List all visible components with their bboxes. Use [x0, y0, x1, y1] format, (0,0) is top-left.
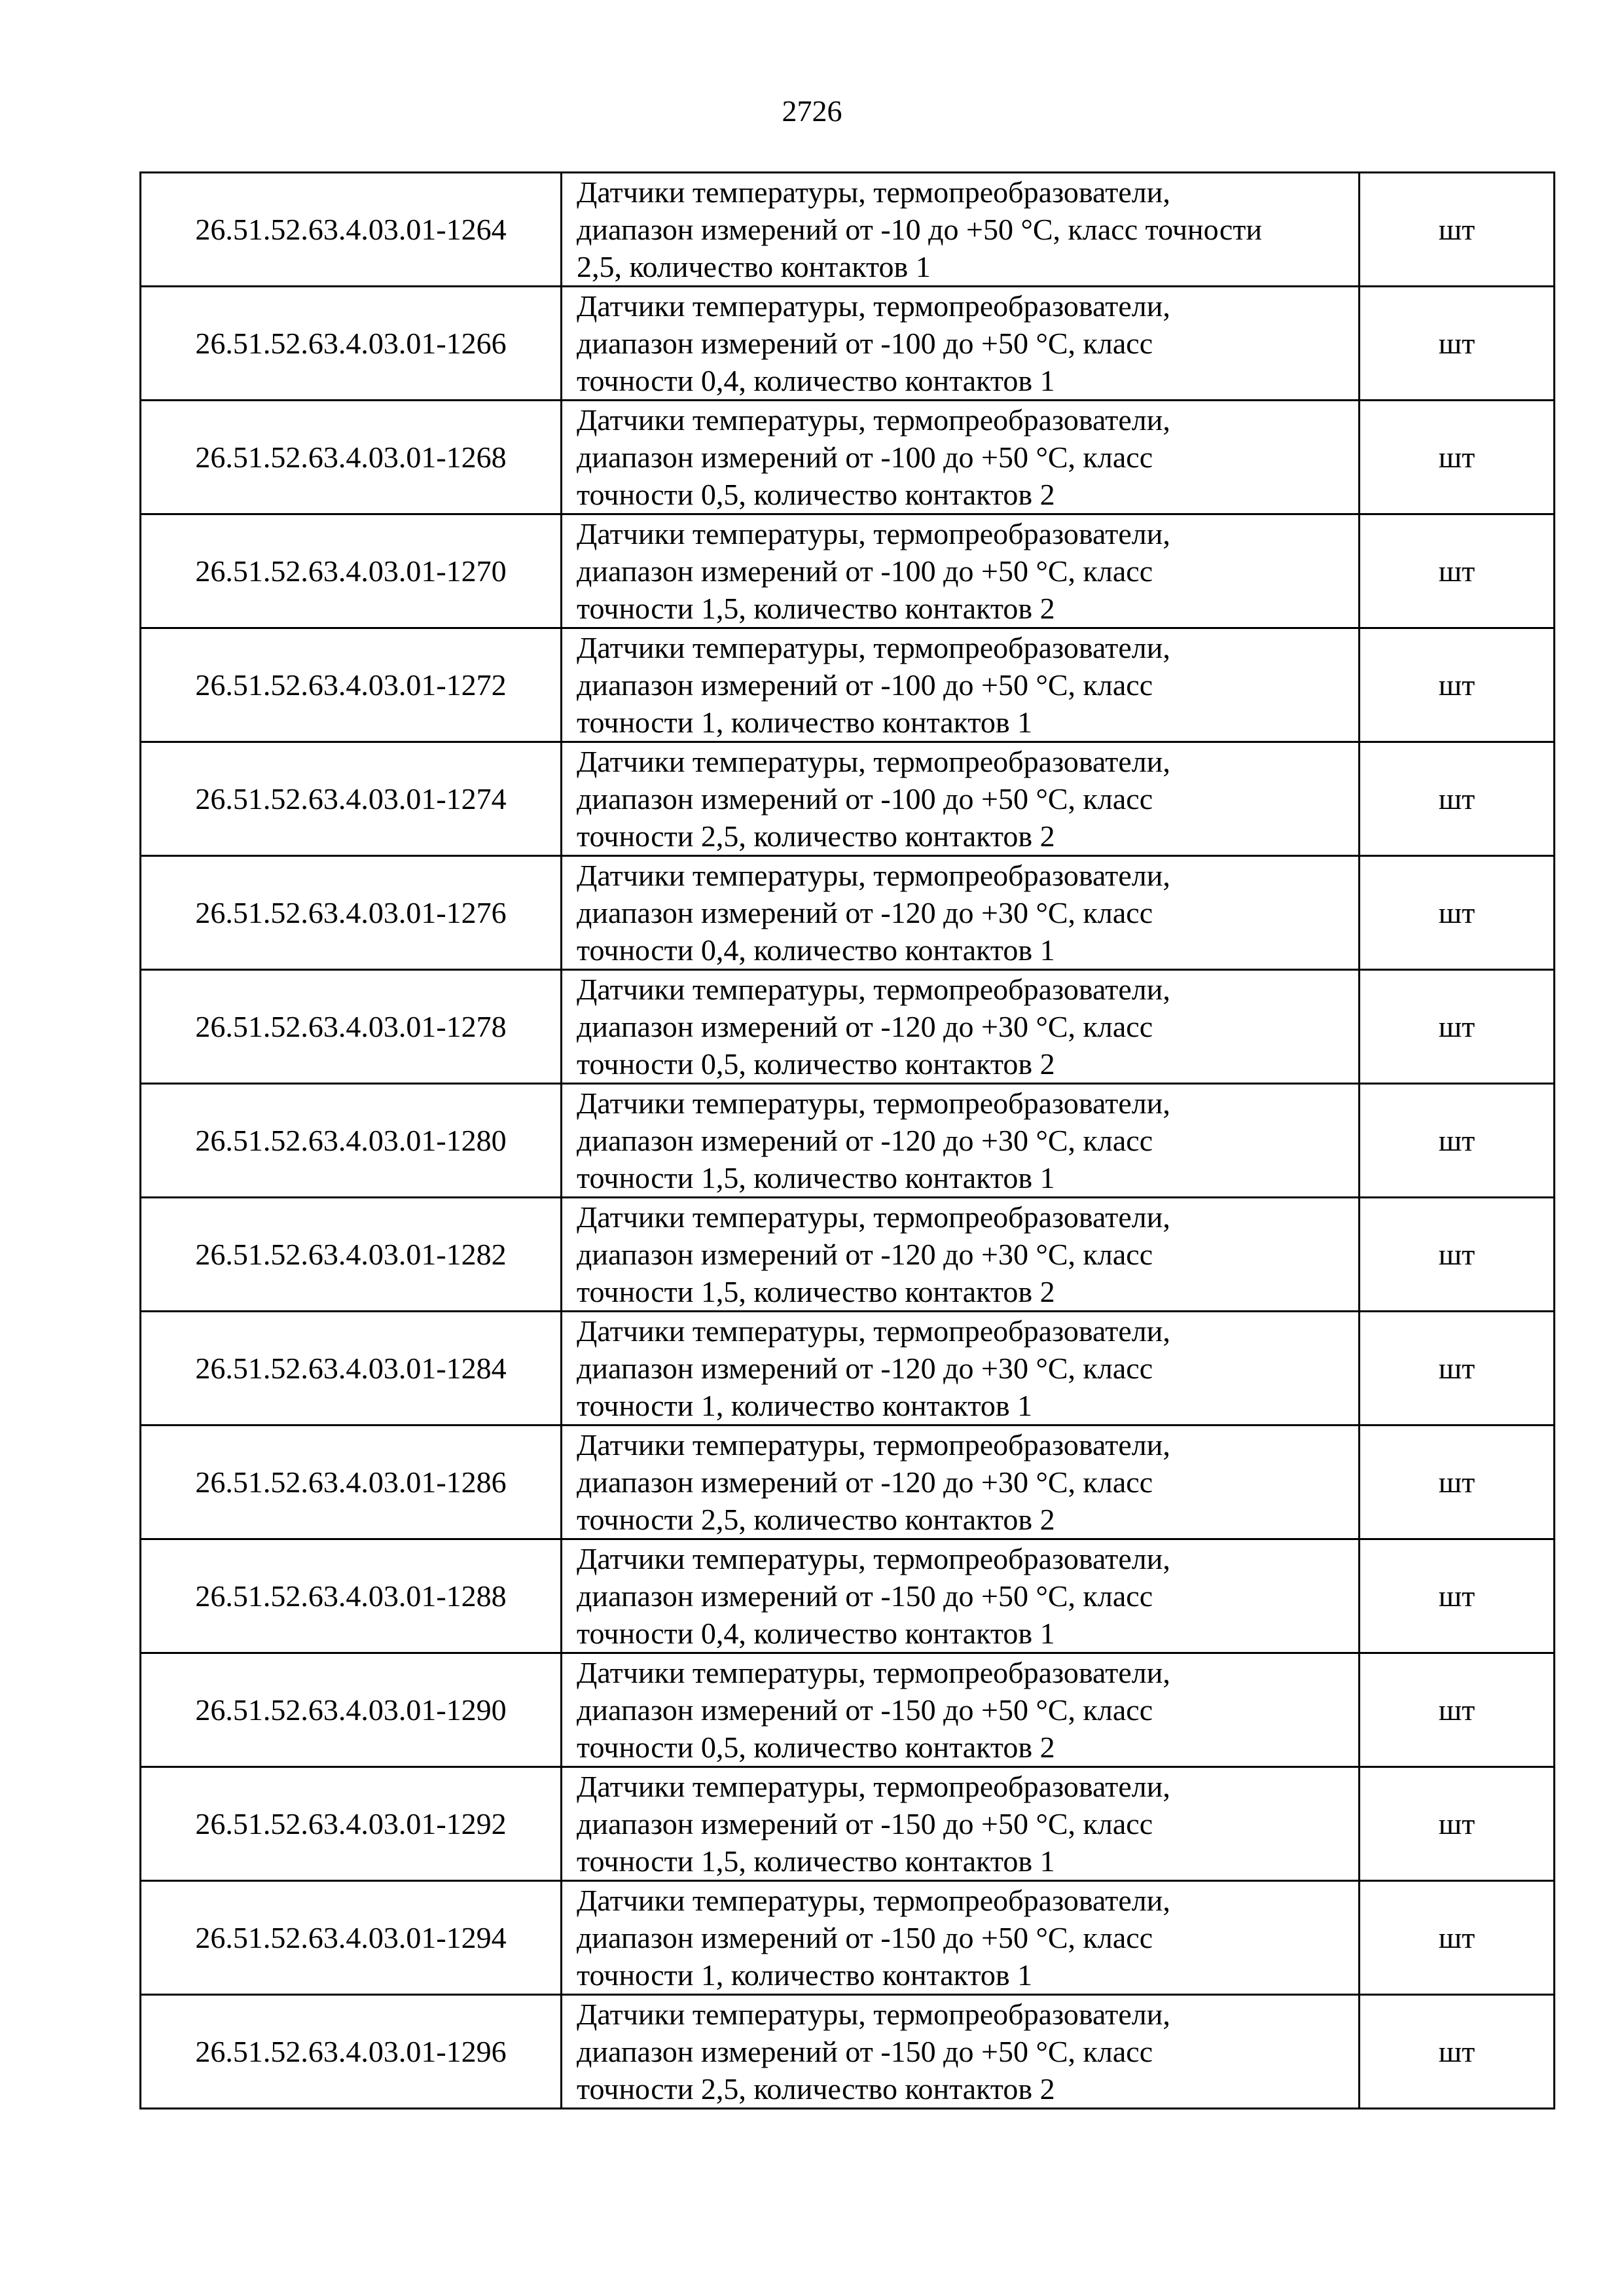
description-line: Датчики температуры, термопреобразователи, — [577, 403, 1170, 437]
item-code-cell: 26.51.52.63.4.03.01-1282 — [141, 1198, 562, 1312]
description-line: точности 2,5, количество контактов 2 — [577, 819, 1055, 853]
table-row — [141, 1881, 1555, 1995]
description-line: диапазон измерений от -150 до +50 °C, класс — [577, 1807, 1153, 1840]
table-row — [141, 287, 1555, 401]
description-line: точности 1, количество контактов 1 — [577, 1958, 1033, 1992]
description-line: диапазон измерений от -100 до +50 °C, класс — [577, 668, 1153, 702]
item-description-cell — [562, 1426, 1360, 1539]
description-line: Датчики температуры, термопреобразователи, — [577, 973, 1170, 1006]
item-unit-cell: шт — [1360, 1653, 1555, 1767]
description-line: диапазон измерений от -150 до +50 °C, класс — [577, 2035, 1153, 2068]
description-line: точности 0,4, количество контактов 1 — [577, 364, 1055, 397]
item-description-cell — [562, 514, 1360, 628]
description-line: диапазон измерений от -120 до +30 °C, класс — [577, 1465, 1153, 1499]
description-line: диапазон измерений от -120 до +30 °C, класс — [577, 896, 1153, 929]
item-code-cell: 26.51.52.63.4.03.01-1280 — [141, 1084, 562, 1198]
table-row — [141, 628, 1555, 742]
item-unit-cell: шт — [1360, 1995, 1555, 2109]
description-line: Датчики температуры, термопреобразователи, — [577, 1998, 1170, 2031]
item-unit-cell: шт — [1360, 856, 1555, 970]
description-line: Датчики температуры, термопреобразователи, — [577, 175, 1170, 209]
description-line: диапазон измерений от -100 до +50 °C, класс — [577, 782, 1153, 816]
description-line: точности 2,5, количество контактов 2 — [577, 2072, 1055, 2106]
table-row — [141, 1539, 1555, 1653]
item-description-cell — [562, 742, 1360, 856]
description-line: Датчики температуры, термопреобразователи, — [577, 517, 1170, 550]
item-description-cell — [562, 628, 1360, 742]
description-line: Датчики температуры, термопреобразователи, — [577, 1656, 1170, 1689]
item-code-cell: 26.51.52.63.4.03.01-1270 — [141, 514, 562, 628]
item-unit-cell: шт — [1360, 628, 1555, 742]
page-number: 2726 — [782, 94, 842, 128]
description-line: точности 0,5, количество контактов 2 — [577, 1047, 1055, 1081]
description-line: точности 1,5, количество контактов 2 — [577, 1275, 1055, 1308]
description-line: точности 1, количество контактов 1 — [577, 1389, 1033, 1422]
item-unit-cell: шт — [1360, 1426, 1555, 1539]
item-unit-cell: шт — [1360, 1767, 1555, 1881]
table-row — [141, 1312, 1555, 1426]
table-body — [141, 173, 1555, 2109]
description-line: диапазон измерений от -120 до +30 °C, класс — [577, 1010, 1153, 1043]
item-code-cell: 26.51.52.63.4.03.01-1278 — [141, 970, 562, 1084]
item-description-cell — [562, 1198, 1360, 1312]
table-row — [141, 1653, 1555, 1767]
description-line: Датчики температуры, термопреобразователи, — [577, 631, 1170, 664]
description-line: точности 1, количество контактов 1 — [577, 706, 1033, 739]
item-unit-cell: шт — [1360, 514, 1555, 628]
item-unit-cell: шт — [1360, 970, 1555, 1084]
item-description-cell — [562, 1881, 1360, 1995]
item-code-cell: 26.51.52.63.4.03.01-1272 — [141, 628, 562, 742]
item-description-cell — [562, 1539, 1360, 1653]
description-line: диапазон измерений от -100 до +50 °C, класс — [577, 440, 1153, 474]
item-description-cell — [562, 1995, 1360, 2109]
description-line: диапазон измерений от -120 до +30 °C, класс — [577, 1352, 1153, 1385]
description-line: точности 0,5, количество контактов 2 — [577, 478, 1055, 511]
item-unit-cell: шт — [1360, 287, 1555, 401]
items-table — [139, 171, 1555, 2109]
item-description-cell — [562, 401, 1360, 514]
description-line: диапазон измерений от -120 до +30 °C, класс — [577, 1238, 1153, 1271]
item-code-cell: 26.51.52.63.4.03.01-1292 — [141, 1767, 562, 1881]
item-code-cell: 26.51.52.63.4.03.01-1288 — [141, 1539, 562, 1653]
item-description-cell — [562, 1767, 1360, 1881]
table-row — [141, 514, 1555, 628]
item-description-cell — [562, 287, 1360, 401]
description-line: Датчики температуры, термопреобразователи, — [577, 859, 1170, 892]
description-line: диапазон измерений от -100 до +50 °C, класс — [577, 327, 1153, 360]
table-row — [141, 173, 1555, 287]
description-line: диапазон измерений от -150 до +50 °C, класс — [577, 1693, 1153, 1727]
table-row — [141, 742, 1555, 856]
description-line: диапазон измерений от -100 до +50 °C, класс — [577, 554, 1153, 588]
item-unit-cell: шт — [1360, 1198, 1555, 1312]
table-row — [141, 856, 1555, 970]
description-line: диапазон измерений от -150 до +50 °C, класс — [577, 1921, 1153, 1954]
item-code-cell: 26.51.52.63.4.03.01-1266 — [141, 287, 562, 401]
description-line: Датчики температуры, термопреобразователи, — [577, 745, 1170, 778]
item-unit-cell: шт — [1360, 1084, 1555, 1198]
description-line: точности 2,5, количество контактов 2 — [577, 1503, 1055, 1536]
description-line: точности 0,5, количество контактов 2 — [577, 1731, 1055, 1764]
description-line: диапазон измерений от -10 до +50 °C, класс точности — [577, 213, 1262, 246]
item-code-cell: 26.51.52.63.4.03.01-1268 — [141, 401, 562, 514]
table-row — [141, 1084, 1555, 1198]
item-code-cell: 26.51.52.63.4.03.01-1286 — [141, 1426, 562, 1539]
item-description-cell — [562, 1084, 1360, 1198]
description-line: точности 1,5, количество контактов 1 — [577, 1161, 1055, 1194]
description-line: точности 0,4, количество контактов 1 — [577, 933, 1055, 967]
item-code-cell: 26.51.52.63.4.03.01-1294 — [141, 1881, 562, 1995]
description-line: Датчики температуры, термопреобразователи, — [577, 1542, 1170, 1575]
table-row — [141, 970, 1555, 1084]
description-line: 2,5, количество контактов 1 — [577, 250, 931, 283]
table-row — [141, 1426, 1555, 1539]
item-unit-cell: шт — [1360, 401, 1555, 514]
description-line: Датчики температуры, термопреобразователи, — [577, 1314, 1170, 1348]
item-unit-cell: шт — [1360, 1881, 1555, 1995]
description-line: Датчики температуры, термопреобразователи, — [577, 1086, 1170, 1120]
item-unit-cell: шт — [1360, 173, 1555, 287]
description-line: Датчики температуры, термопреобразователи, — [577, 1770, 1170, 1803]
item-code-cell: 26.51.52.63.4.03.01-1296 — [141, 1995, 562, 2109]
item-code-cell: 26.51.52.63.4.03.01-1274 — [141, 742, 562, 856]
table-row — [141, 1198, 1555, 1312]
description-line: точности 0,4, количество контактов 1 — [577, 1617, 1055, 1650]
description-line: диапазон измерений от -120 до +30 °C, класс — [577, 1124, 1153, 1157]
item-code-cell: 26.51.52.63.4.03.01-1264 — [141, 173, 562, 287]
item-code-cell: 26.51.52.63.4.03.01-1284 — [141, 1312, 562, 1426]
description-line: Датчики температуры, термопреобразователи, — [577, 1884, 1170, 1917]
item-code-cell: 26.51.52.63.4.03.01-1290 — [141, 1653, 562, 1767]
item-code-cell: 26.51.52.63.4.03.01-1276 — [141, 856, 562, 970]
description-line: точности 1,5, количество контактов 2 — [577, 592, 1055, 625]
item-unit-cell: шт — [1360, 1539, 1555, 1653]
item-description-cell — [562, 970, 1360, 1084]
table-row — [141, 1995, 1555, 2109]
item-description-cell — [562, 173, 1360, 287]
description-line: Датчики температуры, термопреобразователи, — [577, 1428, 1170, 1462]
item-unit-cell: шт — [1360, 742, 1555, 856]
table-row — [141, 401, 1555, 514]
description-line: точности 1,5, количество контактов 1 — [577, 1844, 1055, 1878]
item-description-cell — [562, 1653, 1360, 1767]
description-line: диапазон измерений от -150 до +50 °C, класс — [577, 1579, 1153, 1613]
description-line: Датчики температуры, термопреобразователи, — [577, 289, 1170, 323]
description-line: Датчики температуры, термопреобразователи, — [577, 1200, 1170, 1234]
item-description-cell — [562, 1312, 1360, 1426]
item-description-cell — [562, 856, 1360, 970]
item-unit-cell: шт — [1360, 1312, 1555, 1426]
table-row — [141, 1767, 1555, 1881]
